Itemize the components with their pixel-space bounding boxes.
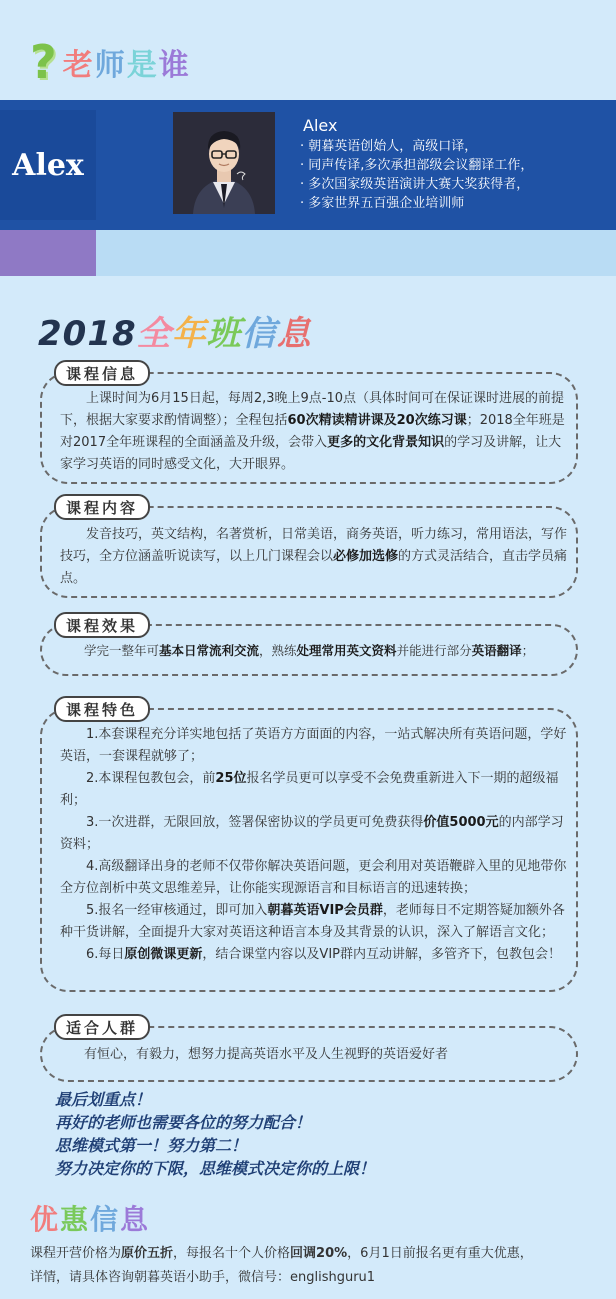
teacher-section-title: [30, 35, 191, 89]
bio-name: Alex: [303, 116, 338, 135]
teacher-illustration: [173, 112, 275, 214]
course-content-label: 课程内容: [54, 494, 150, 520]
teacher-photo: [173, 112, 275, 214]
course-info-label: 课程信息: [54, 360, 150, 386]
course-effect-label: 课程效果: [54, 612, 150, 638]
course-info-text: 上课时间为6月15日起，每周2,3晚上9点-10点（具体时间可在保证课时进展的前提下，根据大家要求酌情调整）；全程包括60次精读精讲课及20次练习课；2018全年班是对2017全年班课程的全面涵盖及升级，会带入更多的文化背景知识的学习及讲解，让大家学习英语的同时感受文化，大开眼界。: [60, 391, 565, 472]
slogan: [55, 1088, 375, 1180]
feature-item: 4.高级翻译出身的老师不仅带你解决英语问题，更会利用对英语鞭辟入里的见地带你全方位剖析中英文思维差异，让你能实现源语言和目标语言的迅速转换；: [60, 859, 567, 896]
teacher-name: Alex: [12, 147, 84, 183]
bio-line: · 多家世界五百强企业培训师: [300, 196, 465, 211]
feature-item: 2.本课程包教包会，前25位报名学员更可以享受不会免费重新进入下一期的超级福利；: [60, 771, 559, 808]
audience-label: 适合人群: [54, 1014, 150, 1040]
bio-line: · 同声传译,多次承担部级会议翻译工作，: [300, 158, 534, 173]
audience-text: 有恒心，有毅力，想努力提高英语水平及人生视野的英语爱好者: [84, 1047, 449, 1062]
feature-item: 6.每日原创微课更新，结合课堂内容以及VIP群内互动讲解，多管齐下，包教包会！: [86, 947, 561, 962]
course-features-list: [60, 724, 570, 966]
promo-title: 优惠信息: [30, 1203, 151, 1236]
slogan-line: 最后划重点！: [55, 1090, 152, 1109]
teacher-band-purple: [0, 230, 96, 276]
course-content-text: 发音技巧，英文结构，名著赏析，日常美语，商务英语，听力练习，常用语法，写作技巧，全方位涵盖听说读写，以上几门课程会以必修加选修的方式灵活结合，直击学员痛点。: [60, 527, 568, 586]
teacher-name-badge: [0, 110, 96, 220]
bio-line: · 多次国家级英语演讲大赛大奖获得者，: [300, 177, 530, 192]
class-info-title: 2018全年班信息: [38, 314, 312, 354]
feature-item: 5.报名一经审核通过，即可加入朝暮英语VIP会员群，老师每日不定期答疑加额外各种干货讲解，全面提升大家对英语这种语言本身及其背景的认识，深入了解语言文化；: [60, 903, 565, 940]
course-features-label: 课程特色: [54, 696, 150, 722]
promo-text: 课程开营价格为原价五折，每报名十个人价格回调20%，6月1日前报名更有重大优惠， 详情，请具体咨询朝暮英语小助手，微信号：englishguru1: [30, 1246, 533, 1285]
course-effect-text: 学完一整年可基本日常流利交流，熟练处理常用英文资料并能进行部分英语翻译；: [84, 643, 535, 658]
question-mark-icon: ?: [30, 35, 57, 89]
feature-item: 3.一次进群，无限回放，签署保密协议的学员更可免费获得价值5000元的内部学习资料；: [60, 815, 564, 852]
teacher-bio: [300, 116, 533, 213]
teacher-title-text: 老师是谁: [62, 48, 191, 83]
teacher-band-light: [96, 230, 616, 276]
slogan-line: 再好的老师也需要各位的努力配合！: [55, 1113, 312, 1132]
slogan-line: 努力决定你的下限，思维模式决定你的上限！: [55, 1159, 376, 1178]
slogan-line: 思维模式第一！努力第二！: [55, 1136, 248, 1155]
bio-line: · 朝暮英语创始人，高级口译，: [300, 139, 478, 154]
feature-item: 1.本套课程充分详实地包括了英语方方面面的内容，一站式解决所有英语问题，学好英语，一套课程就够了；: [60, 727, 567, 764]
